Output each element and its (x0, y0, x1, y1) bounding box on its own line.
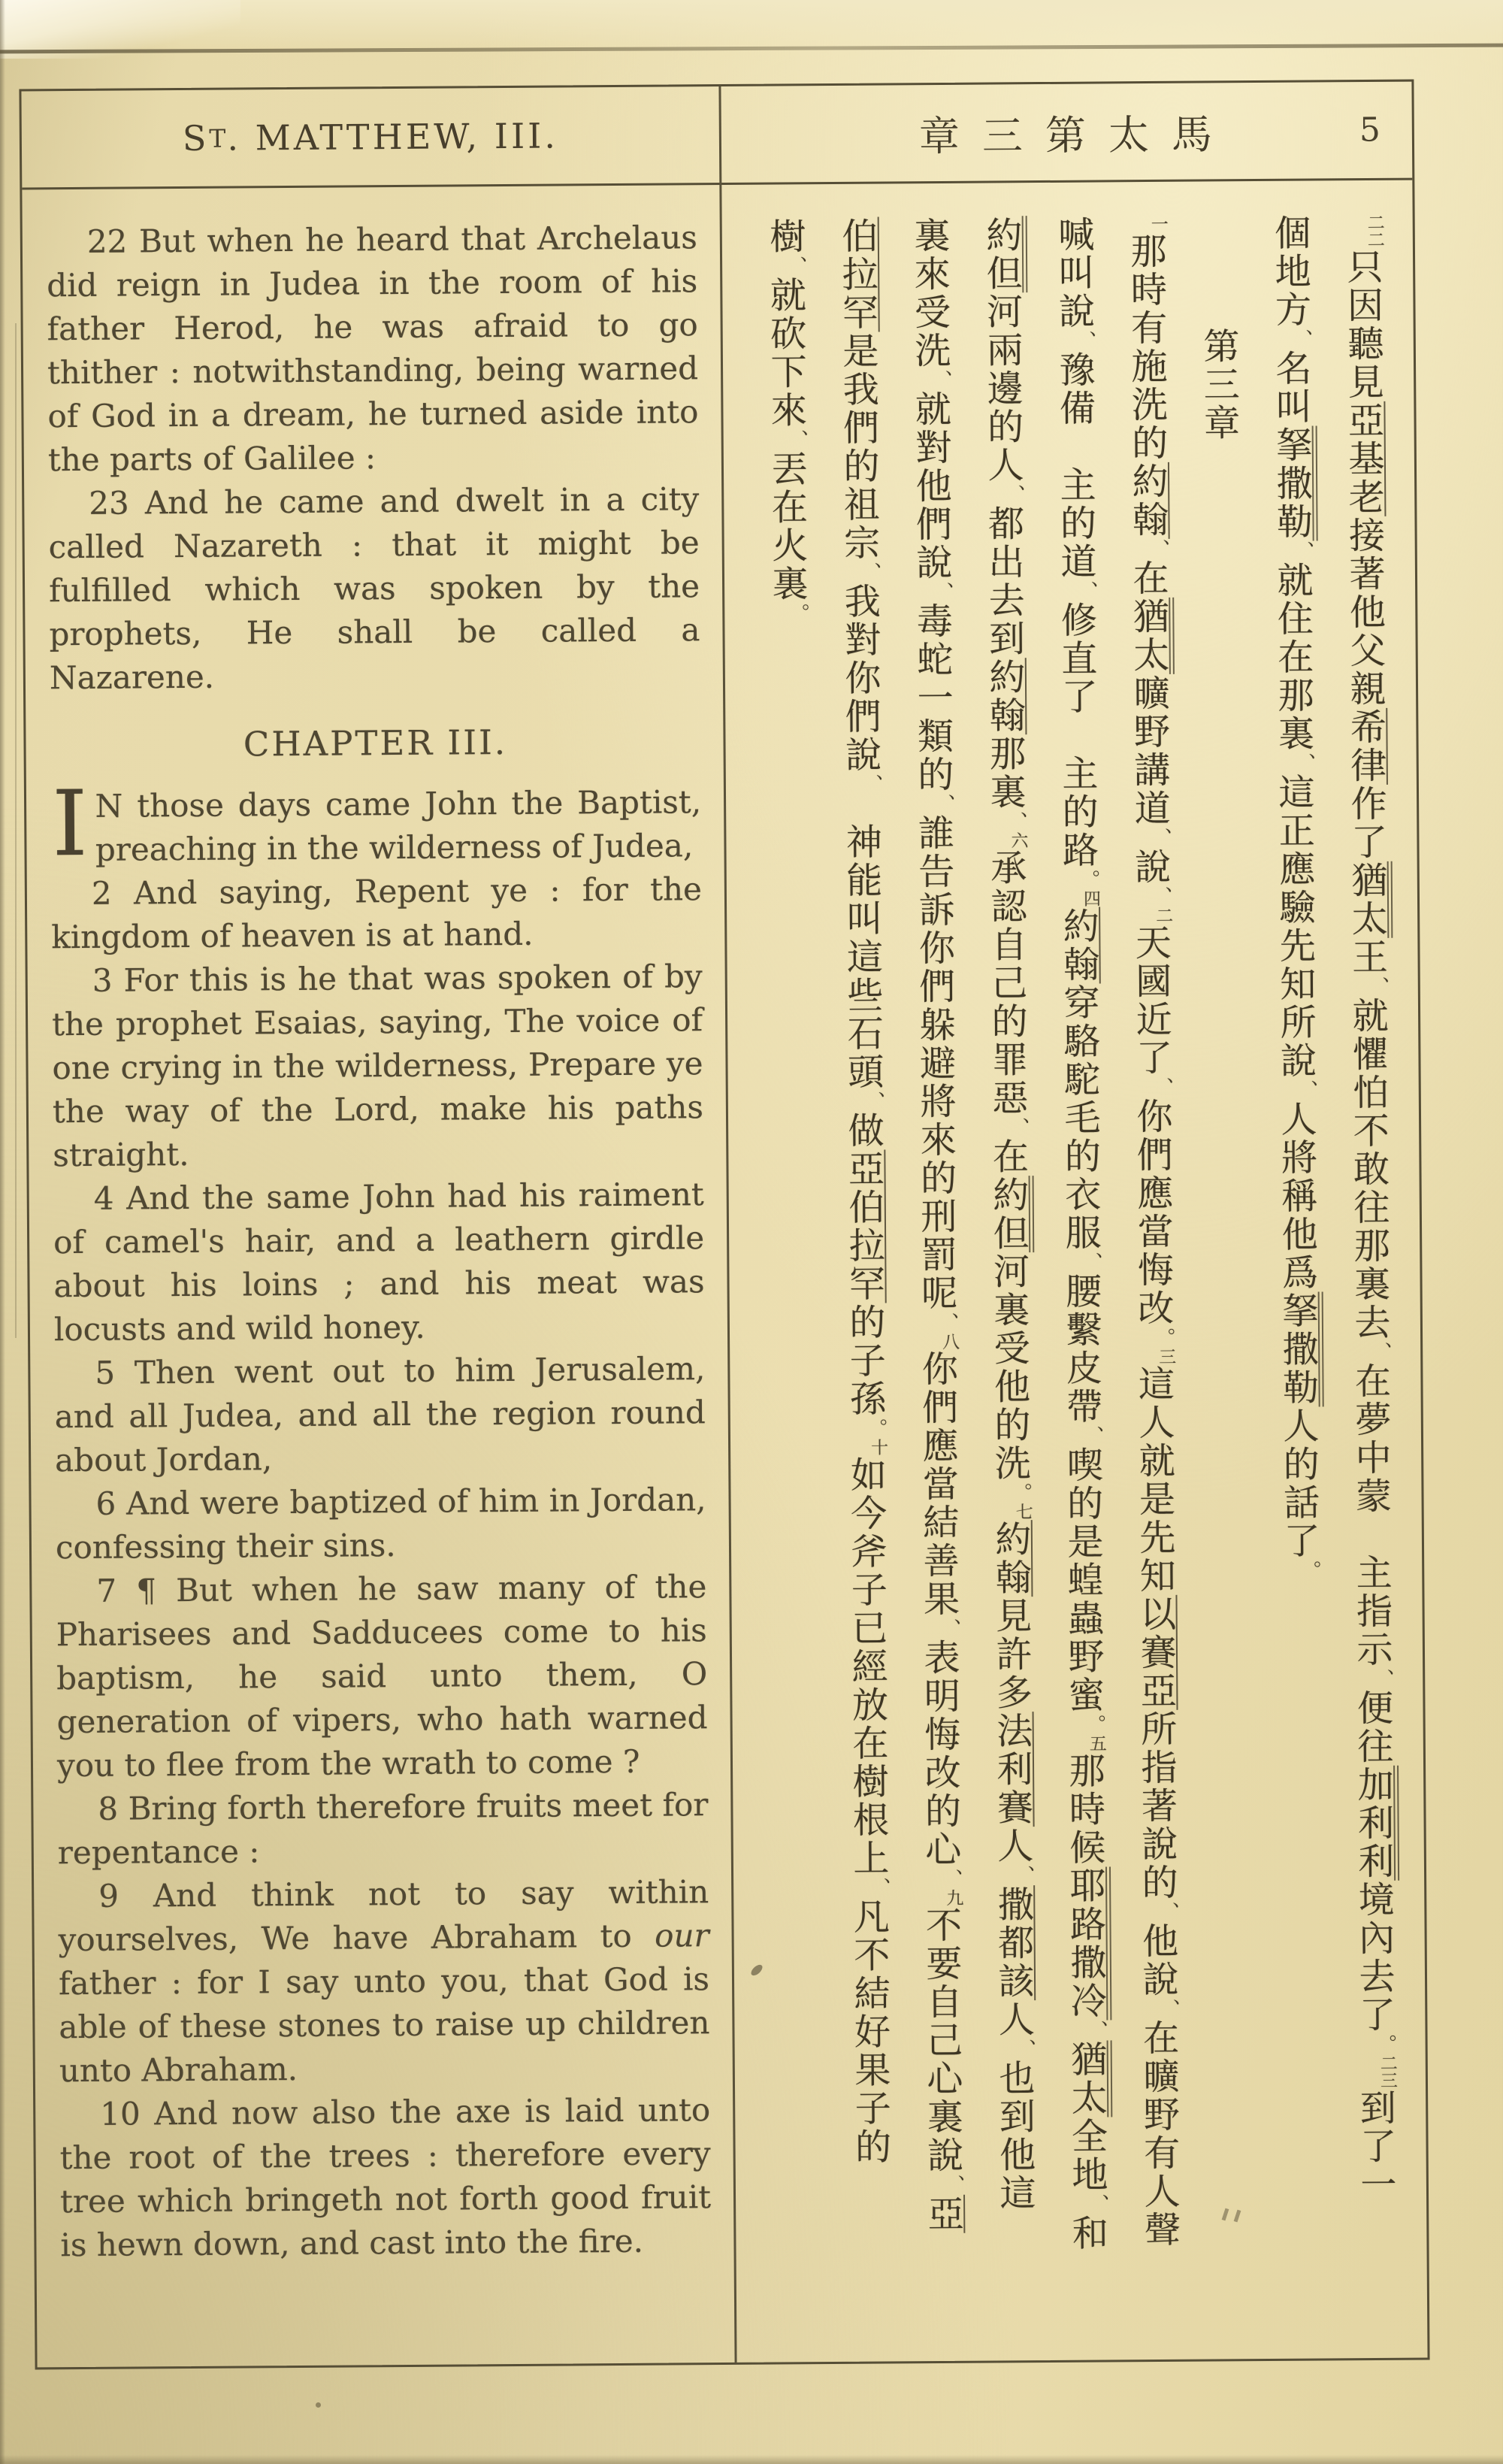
scan-page-edge-bottom (0, 2455, 1503, 2464)
header-title-right: 章三第太馬 (918, 110, 1235, 160)
place-name: 約但 (987, 1176, 1035, 1252)
cjk-punctuation: 、 (1005, 811, 1028, 832)
verse-text-run: 4 And the same John had his raiment of camel's hair, and a leathern girdle about his loins ; and his meat was locusts and wild honey. (53, 1176, 705, 1349)
verse-paragraph (50, 771, 702, 877)
verse-number-marker: 九 (943, 1888, 963, 1906)
italic-word: our (655, 1917, 709, 1954)
chinese-column-v23: 個地方、名叫拏撒勒、就住在那裏、這正應驗先知所說、人將稱他爲拏撒勒人的話了。 (1254, 213, 1341, 2341)
scan-page-edge-left (0, 0, 5, 2464)
cjk-punctuation: 、 (1073, 330, 1096, 351)
header-title-left-part: S (182, 117, 210, 159)
verse-paragraph (53, 1173, 706, 1352)
verse-paragraph (55, 1478, 706, 1570)
scan-curvature-shadow (15, 323, 17, 1338)
chapter-heading-column: 第三章 (1196, 327, 1240, 443)
cjk-punctuation: 、 (1369, 1341, 1393, 1363)
cjk-punctuation: 、 (938, 1618, 961, 1639)
header-title-left-part: T (209, 123, 228, 153)
cjk-punctuation: 。 (1083, 1714, 1106, 1735)
cjk-punctuation: 、 (1087, 2193, 1110, 2214)
verse-number-marker: 五 (1086, 1734, 1106, 1752)
cjk-punctuation: 、 (1157, 1901, 1180, 1923)
person-name: 約翰 (988, 1520, 1032, 1597)
header-title-left (21, 86, 719, 187)
verse-paragraph (56, 1565, 708, 1787)
cjk-punctuation: 。 (1152, 1327, 1176, 1349)
verse-number-marker: 六 (1008, 831, 1028, 849)
verse-text-run: 2 And saying, Repent ye : for the kingdom of heaven is at hand. (51, 870, 703, 956)
place-name: 猶太 (1126, 598, 1175, 674)
place-name: 耶路撒冷 (1063, 1866, 1111, 2020)
cjk-punctuation: 。 (787, 603, 810, 624)
place-name: 猶太 (1345, 861, 1393, 938)
cjk-punctuation: 、 (1147, 538, 1170, 560)
verse-text-run: 6 And were baptized of him in Jordan, confessing their sins. (55, 1481, 706, 1566)
verse-paragraph (52, 955, 704, 1177)
drop-cap-letter: I (51, 771, 89, 877)
chinese-column-v22-23: 二二只因聽見亞基老接著他父親希律作了猶太王、就懼怕不敢往那裏去、在夢中蒙 主指示、便往加利利境內去了。二三到了一 (1326, 213, 1413, 2341)
cjk-punctuation: 、 (939, 1868, 963, 1890)
chinese-column-v10-end: 樹、就砍下來、丟在火裏。 (763, 217, 810, 624)
chapter-heading (50, 721, 700, 765)
verse-number-marker: 八 (939, 1332, 960, 1351)
verse-number-marker: 四 (1080, 889, 1101, 907)
cjk-punctuation: 、 (930, 369, 953, 391)
place-name: 約但 (980, 216, 1028, 292)
verse-number-marker: 七 (1012, 1503, 1033, 1521)
cjk-punctuation: 、 (1366, 976, 1390, 997)
cjk-punctuation: 、 (868, 1877, 891, 1898)
cjk-punctuation: 、 (1085, 2020, 1108, 2041)
verse-text-run: CHAPTER III. (243, 722, 508, 764)
person-name: 約翰 (1057, 907, 1099, 984)
verse-paragraph (48, 477, 700, 700)
person-name: 約翰 (1125, 462, 1169, 540)
cjk-punctuation: 、 (1290, 328, 1313, 350)
cjk-punctuation: 。 (1009, 1482, 1033, 1503)
cjk-punctuation: 、 (933, 793, 956, 815)
person-name: 亞 (921, 2194, 964, 2234)
cjk-punctuation: 、 (1149, 885, 1173, 907)
verse-number-marker: 一 (1148, 214, 1168, 233)
place-name: 拏撒勒 (1276, 1291, 1324, 1406)
chinese-text (721, 178, 1427, 2363)
cjk-punctuation: 、 (1149, 827, 1172, 849)
place-name: 加利利 (1351, 1766, 1399, 1881)
verse-paragraph (51, 867, 703, 959)
cjk-punctuation: 、 (858, 562, 882, 583)
cjk-punctuation: 、 (1371, 1668, 1395, 1690)
verse-number-marker: 二三 (1377, 2054, 1398, 2089)
cjk-punctuation: 、 (1012, 1865, 1036, 1886)
chinese-column-v7-9: 裏來受洗、就對他們說、毒蛇一類的、誰告訴你們躲避將來的刑罰呢、八你們應當結善果、表明悔改的心、九不要自己心裏說、亞 (907, 216, 966, 2234)
cjk-punctuation: 、 (1151, 1076, 1174, 1098)
cjk-punctuation: 、 (1080, 1252, 1103, 1273)
cjk-punctuation: 。 (1299, 1560, 1322, 1581)
cjk-punctuation: 、 (785, 256, 808, 277)
cjk-punctuation: 、 (1007, 1117, 1030, 1138)
person-name: 撒都該 (991, 1885, 1035, 2001)
verse-text-run: 5 Then went out to him Jerusalem, and all Judea, and all the region round about Jordan, (54, 1350, 706, 1479)
verse-paragraph (57, 1783, 709, 1875)
cjk-punctuation: 、 (931, 581, 954, 603)
verse-text-run: 22 But when he heard that Archelaus did reign in Judea in the room of his father Herod, he was afraid to go thither : notwithstanding, being warned of God in a dream, he turned aside into the parts of Galilee : (47, 219, 699, 479)
cjk-punctuation: 、 (1013, 2039, 1036, 2060)
person-name: 約翰 (982, 658, 1026, 735)
cjk-punctuation: 、 (1291, 540, 1314, 562)
verse-paragraph (59, 2088, 712, 2267)
cjk-punctuation: 、 (1293, 752, 1316, 773)
chinese-column-v9-10: 伯拉罕是我們的祖宗、我對你們說、 神能叫這些石頭、做亞伯拉罕的子孫。十如今斧子已經放在樹根上、凡不結好果子的 (835, 216, 891, 2166)
verse-paragraph (47, 216, 699, 482)
page-header (21, 82, 1412, 190)
verse-text-run: 7 ¶ But when he saw many of the Pharisees and Sadducees come to his baptism, he said unto them, O generation of vipers, who hath warned you to flee from the wrath to come ? (56, 1568, 708, 1784)
place-name: 拏撒勒 (1270, 425, 1318, 540)
verse-text-run: 8 Bring forth therefore fruits meet for repentance : (57, 1786, 709, 1872)
verse-text-run: N those days came John the Baptist, preaching in the wilderness of Judea, (95, 783, 702, 868)
cjk-punctuation: 、 (1081, 1425, 1105, 1446)
person-name: 伯拉罕 (835, 216, 879, 332)
verse-text-run: 9 And think not to say within yourselves, We have Abraham to (58, 1873, 709, 1959)
ink-speck (316, 2402, 321, 2408)
header-cell-right (718, 82, 1412, 183)
person-name: 亞基老 (1341, 401, 1385, 517)
cjk-punctuation: 。 (1374, 2033, 1397, 2054)
verse-number-marker: 三 (1156, 1347, 1176, 1365)
verse-number-marker: 二二 (1364, 213, 1384, 249)
verse-paragraph (54, 1347, 706, 1482)
cjk-punctuation: 、 (1003, 484, 1026, 505)
verse-number-marker: 二 (1153, 906, 1173, 925)
verse-text-run: father : for I say unto you, that God is able of these stones to raise up children unto Abraham. (58, 1960, 710, 2090)
verse-number-marker: 十 (867, 1438, 888, 1456)
person-name: 希律 (1344, 707, 1387, 786)
verse-text-run: 10 And now also the axe is laid unto the root of the trees : therefore every tree which bringeth not forth good fruit is hewn down, and cast into the fire. (59, 2091, 712, 2264)
chinese-column-v5-7: 約但河兩邊的人、都出去到約翰那裏、六承認自己的罪惡、在約但河裏受他的洗。七約翰見許多法利賽人、撒都該人、也到他這 (979, 216, 1036, 2213)
verse-text-run: 3 For this is he that was spoken of by the prophet Esaias, saying, The voice of one crying in the wilderness, Prepare ye the way of the Lord, make his paths straight. (51, 958, 704, 1174)
chinese-column-v3-5: 喊叫說、豫備 主的道、修直了 主的路。四約翰穿駱駝毛的衣服、腰繫皮帶、喫的是蝗蟲野蜜。五那時候耶路撒冷、猶太全地、和 (1037, 215, 1124, 2343)
person-name: 亞伯拉罕 (842, 1149, 885, 1303)
cjk-punctuation: 、 (1157, 1998, 1181, 2020)
cjk-punctuation: 。 (864, 1418, 888, 1439)
cjk-punctuation: 、 (936, 1312, 960, 1333)
cjk-punctuation: 、 (1075, 580, 1099, 601)
header-title-left-part: . MATTHEW, III. (227, 115, 559, 159)
place-name: 猶太 (1065, 2040, 1113, 2117)
cjk-punctuation: 、 (1295, 1079, 1318, 1100)
page-frame (19, 80, 1429, 2370)
cjk-punctuation: 、 (860, 773, 883, 785)
person-name: 法利賽 (990, 1712, 1033, 1827)
chinese-column-v1-3: 一那時有施洗的約翰、在猶太曠野講道、說、二天國近了、你們應當悔改。三這人就是先知以賽亞所指著說的、他說、在曠野有人聲 (1123, 214, 1181, 2250)
verse-text-run: 23 And he came and dwelt in a city called Nazareth : that it might be fulfilled which was spoken by the prophets, He shall be called a Nazarene. (48, 480, 700, 697)
cjk-punctuation: 、 (862, 1091, 885, 1112)
cjk-punctuation: 。 (1077, 869, 1100, 890)
english-text (47, 216, 712, 2267)
verse-paragraph (58, 1870, 710, 2093)
cjk-punctuation: 、 (785, 429, 809, 450)
person-name: 以賽亞 (1133, 1594, 1177, 1711)
cjk-punctuation: 、 (942, 2174, 966, 2196)
page-number: 5 (1359, 110, 1381, 150)
